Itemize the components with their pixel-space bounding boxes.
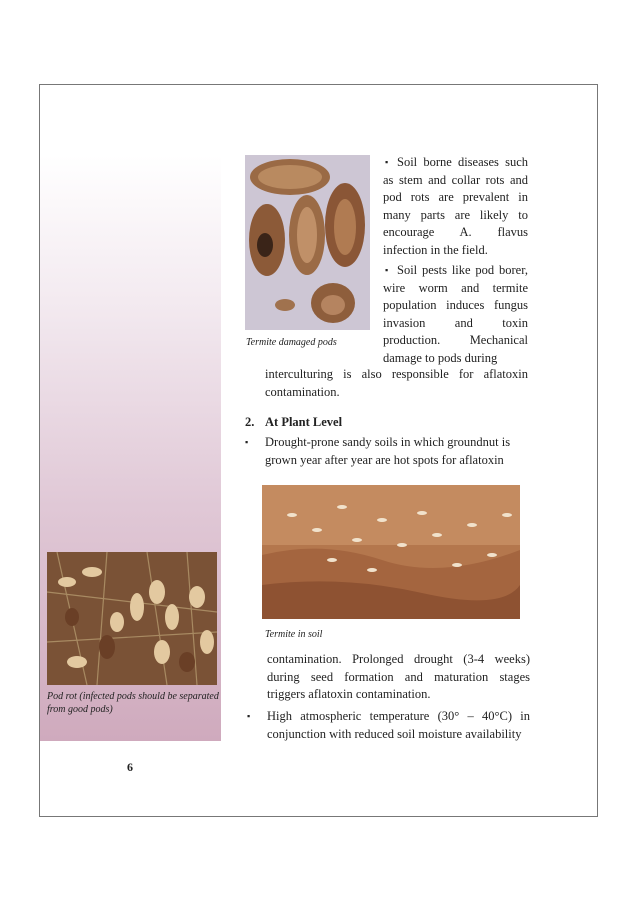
section-number: 2. [245,415,255,429]
bullet-text-drought-cont: contamination. Prolonged drought (3-4 weeks) during seed formation and maturation stages triggers aflatoxin contamination. [267,652,530,702]
bullet-text-drought-prone: Drought-prone sandy soils in which groundnut is grown year after year are hot spots for aflatoxin [265,435,511,467]
bullet-text-soil-borne: Soil borne diseases such as stem and collar rots and pod rots are prevalent in many parts are likely to encourage A. flavus infection in the field. [383,155,528,257]
section-title: At Plant Level [265,415,343,429]
bullet-text-temperature: High atmospheric temperature (30° – 40°C) in conjunction with reduced soil moisture availability [267,709,530,741]
page-number: 6 [127,760,133,774]
pod-rot-photo [47,552,217,685]
termite-pods-caption: Termite damaged pods [246,337,337,348]
bullet-marker: ▪ [245,437,249,447]
bullet-marker: ▪ [247,711,251,721]
bullet-text-soil-pests-cont: interculturing is also responsible for aflatoxin contamination. [265,367,528,399]
termite-in-soil-photo [262,485,520,619]
pod-rot-caption: Pod rot (infected pods should be separated from good pods) [47,691,219,715]
bullet-text-soil-pests: Soil pests like pod borer, wire worm and termite population induces fungus invasion and toxin production. Mechanical damage to pods during [383,263,528,365]
termite-damaged-pods-photo [245,155,370,330]
bullet-marker: ▪ [385,157,389,167]
bullet-marker: ▪ [385,265,389,275]
termite-soil-caption: Termite in soil [265,629,323,640]
